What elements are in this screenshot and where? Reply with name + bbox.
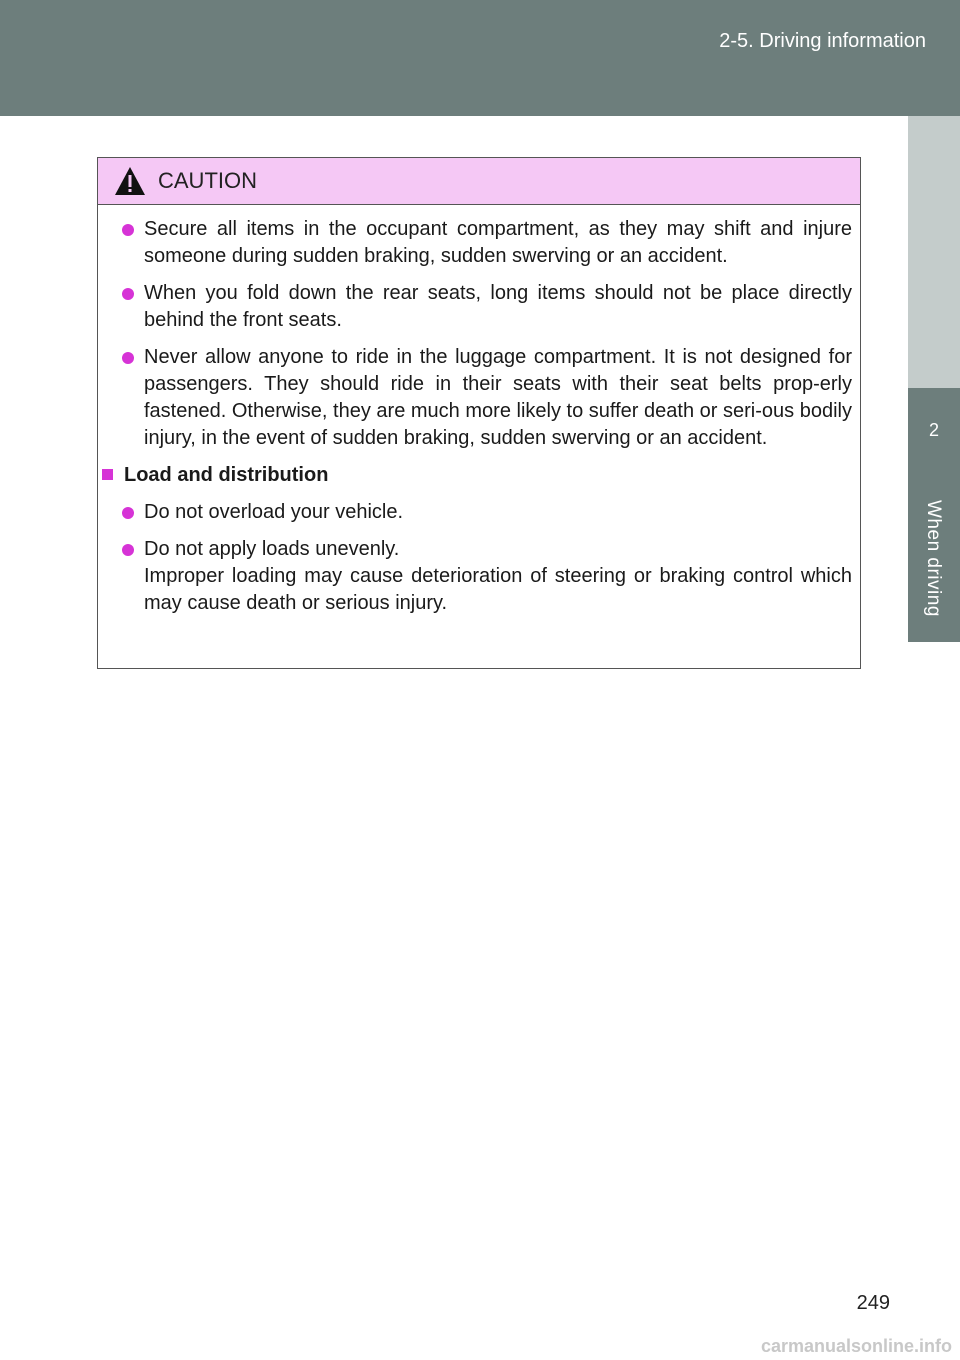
caution-bullet bbox=[98, 344, 860, 452]
side-tab-upper bbox=[908, 116, 960, 388]
bullet-dot-icon bbox=[122, 507, 134, 519]
section-bullet bbox=[98, 499, 860, 526]
caution-bullet bbox=[98, 280, 860, 334]
bullet-note: Improper loading may cause deterioration of steering or braking control which may cause death or serious injury. bbox=[144, 565, 852, 614]
footer-watermark: carmanualsonline.info bbox=[760, 1336, 952, 1356]
section-heading bbox=[98, 462, 860, 489]
section-title: 2-5. Driving information bbox=[719, 30, 926, 52]
bullet-text: Do not overload your vehicle. bbox=[144, 501, 404, 523]
section-heading-text: Load and distribution bbox=[124, 464, 329, 486]
caution-bullet bbox=[98, 216, 860, 270]
bullet-text: When you fold down the rear seats, long items should not be place directly behind the front seats. bbox=[144, 282, 852, 331]
page-number: 249 bbox=[856, 1292, 890, 1314]
chapter-number: 2 bbox=[928, 420, 939, 440]
caution-header bbox=[98, 158, 860, 205]
caution-body bbox=[98, 204, 860, 627]
chapter-header bbox=[0, 0, 960, 116]
caution-title: CAUTION bbox=[158, 168, 257, 193]
warning-triangle-icon bbox=[114, 166, 146, 196]
section-bullet bbox=[98, 536, 860, 617]
bullet-text: Do not apply loads unevenly. bbox=[144, 538, 400, 560]
section-square-icon bbox=[102, 469, 113, 480]
bullet-dot-icon bbox=[122, 224, 134, 236]
caution-box bbox=[97, 157, 861, 669]
bullet-dot-icon bbox=[122, 352, 134, 364]
bullet-dot-icon bbox=[122, 544, 134, 556]
chapter-label: When driving bbox=[923, 500, 944, 617]
bullet-dot-icon bbox=[122, 288, 134, 300]
bullet-text: Secure all items in the occupant compartment, as they may shift and injure someone during sudden braking, sudden swerving or an accident. bbox=[144, 218, 852, 267]
bullet-text: Never allow anyone to ride in the luggage compartment. It is not designed for passengers. They should ride in their seats with their seat belts prop-erly fastened. Otherwise, they are much more likely to suffer death or seri-ous bodily injury, in the event of sudden braking, sudden swerving or an accident. bbox=[144, 346, 852, 449]
